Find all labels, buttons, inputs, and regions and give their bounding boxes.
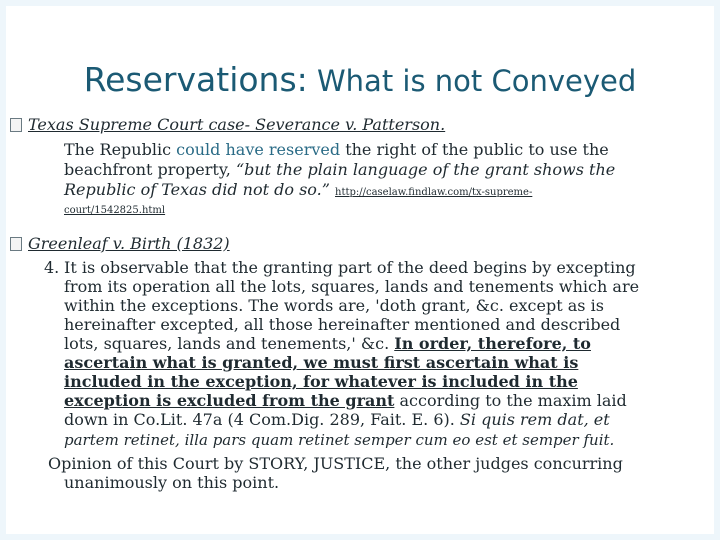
severance-line-4 bbox=[64, 198, 664, 220]
text-segment: lots, squares, lands and tenements,' &c. bbox=[64, 334, 395, 353]
title-subtitle: What is not Conveyed bbox=[307, 64, 637, 98]
paragraph-number: 4. bbox=[44, 258, 60, 277]
opinion-line-2: unanimously on this point. bbox=[64, 473, 280, 492]
greenleaf-line-8 bbox=[64, 391, 664, 410]
greenleaf-line-9 bbox=[64, 410, 664, 429]
case-heading-severance: Texas Supreme Court case- Severance v. Patterson. bbox=[28, 115, 446, 134]
emphasis-segment: In order, therefore, to bbox=[394, 334, 591, 353]
emphasis-segment: exception is excluded from the grant bbox=[64, 391, 395, 410]
text-highlight: could have reserved bbox=[176, 140, 341, 159]
text-segment: according to the maxim laid bbox=[394, 391, 627, 410]
text-segment: beachfront property, bbox=[64, 160, 236, 179]
bullet-box-icon bbox=[10, 118, 22, 132]
greenleaf-line-1: It is observable that the granting part of the deed begins by excepting bbox=[64, 258, 636, 277]
quote-segment: “but the plain language of the grant shows the bbox=[235, 160, 616, 179]
text-segment: down in Co.Lit. 47a (4 Com.Dig. 289, Fait. E. 6). bbox=[64, 410, 460, 429]
bullet-severance bbox=[10, 115, 690, 134]
latin-segment: partem retinet, illa pars quam retinet semper cum eo est et semper fuit. bbox=[64, 431, 615, 449]
latin-segment: Si quis rem dat, et bbox=[459, 410, 610, 429]
greenleaf-line-2: from its operation all the lots, squares, lands and tenements which are bbox=[64, 277, 640, 296]
case-heading-greenleaf: Greenleaf v. Birth (1832) bbox=[28, 234, 230, 253]
greenleaf-line-6 bbox=[64, 353, 664, 372]
title-main: Reservations: bbox=[83, 60, 308, 99]
emphasis-segment: ascertain what is granted, we must first ascertain what is bbox=[64, 353, 579, 372]
emphasis-segment: included in the exception, for whatever is included in the bbox=[64, 372, 578, 391]
greenleaf-line-7 bbox=[64, 372, 664, 391]
bullet-box-icon bbox=[10, 237, 22, 251]
case-url-link-cont[interactable]: court/1542825.html bbox=[64, 205, 166, 216]
bullet-greenleaf bbox=[10, 234, 690, 253]
greenleaf-line-5 bbox=[64, 334, 664, 353]
opinion-line-1: Opinion of this Court by STORY, JUSTICE, the other judges concurring bbox=[48, 454, 623, 473]
severance-line-2 bbox=[64, 160, 664, 179]
greenleaf-line-10 bbox=[64, 430, 664, 450]
text-segment: the right of the public to use the bbox=[340, 140, 609, 159]
greenleaf-line-3: within the exceptions. The words are, 'doth grant, &c. except as is bbox=[64, 296, 604, 315]
severance-line-1 bbox=[64, 140, 664, 159]
case-url-link[interactable]: http://caselaw.findlaw.com/tx-supreme- bbox=[335, 187, 533, 198]
slide-title bbox=[0, 60, 720, 99]
text-segment: The Republic bbox=[64, 140, 177, 159]
greenleaf-line-4: hereinafter excepted, all those hereinafter mentioned and described bbox=[64, 315, 621, 334]
quote-segment: Republic of Texas did not do so.” bbox=[64, 180, 335, 199]
